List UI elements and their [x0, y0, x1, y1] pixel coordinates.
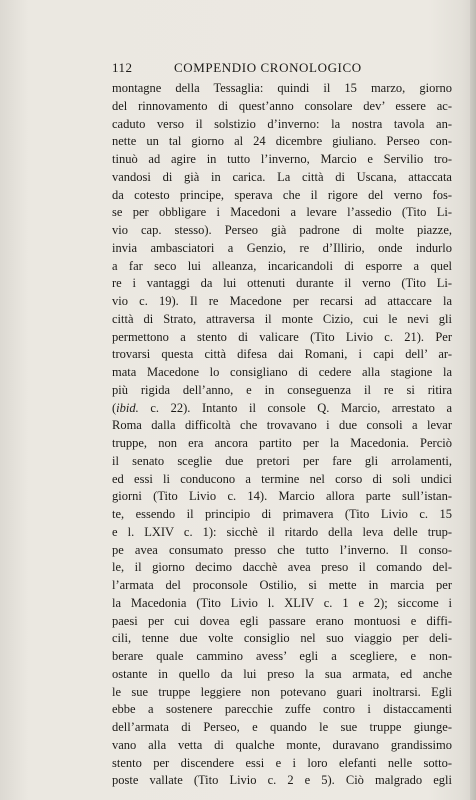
- text-line: tinuò ad agire in tutto l’inverno, Marcio e Servilio tro-: [112, 152, 452, 166]
- text-line: vio c. 19). Il re Macedone per recarsi ad attaccare la: [112, 294, 452, 308]
- text-line: te, essendo il principio di primavera (Tito Livio c. 15: [112, 507, 452, 521]
- text-line: vano alla vetta di qualche monte, duravano grandissimo: [112, 737, 452, 752]
- text-line: ostante in quello da lui preso la sua armata, ed anche: [112, 666, 452, 681]
- text-line: nette un tal giorno al 24 dicembre giuliano. Perseo con-: [112, 134, 452, 149]
- text-line: (ibid. c. 22). Intanto il console Q. Marcio, arrestato a: [112, 400, 452, 415]
- body-text: [112, 80, 452, 790]
- text-line: Roma dalla difficoltà che trovavano i due consoli a levar: [112, 418, 452, 433]
- italic-abbreviation: ibid.: [116, 400, 139, 415]
- text-line: più rigida dell’anno, e in conseguenza il re si ritira: [112, 382, 452, 397]
- text-line: ebbe a sostenere parecchie zuffe contro i distaccamenti: [112, 702, 452, 717]
- text-line: paesi per cui dovea egli passare erano montuosi e diffi-: [112, 613, 452, 628]
- text-line: giorni (Tito Livio c. 14). Marcio allora parte sull’istan-: [112, 489, 452, 504]
- text-line: del rinnovamento di quest’anno consolare dev’ essere ac-: [112, 98, 452, 113]
- text-line: e l. LXIV c. 1): sicchè il ritardo della leva delle trup-: [112, 524, 452, 539]
- text-line: stento per discendere essi e i loro elefanti nelle sotto-: [112, 755, 452, 770]
- text-line: da cotesto principe, sperava che il rigore del verno fos-: [112, 187, 452, 202]
- running-title: COMPENDIO CRONOLOGICO: [174, 60, 362, 75]
- text-line: truppe, non era ancora partito per la Macedonia. Perciò: [112, 436, 452, 450]
- text-line: le sue truppe leggiere non potevano guari inoltrarsi. Egli: [112, 684, 452, 699]
- text-line: berare quale cammino avess’ egli a scegliere, e non-: [112, 649, 452, 663]
- text-line: pe avea consumato presso che tutto l’inverno. Il conso-: [112, 542, 452, 557]
- text-line: trovarsi questa città difesa dai Romani, i capi dell’ ar-: [112, 347, 452, 362]
- text-line: montagne della Tessaglia: quindi il 15 marzo, giorno: [112, 81, 452, 95]
- text-line: a far seco lui alleanza, incaricandoli di esporre a quel: [112, 258, 452, 273]
- text-line: invia ambasciatori a Genzio, re d’Illirio, onde indurlo: [112, 240, 452, 255]
- text-line: ed essi li conducono a termine nel corso di soli undici: [112, 471, 452, 486]
- text-line: il senato sceglie due pretori per fare gli arrolamenti,: [112, 453, 452, 468]
- page-edge: [470, 0, 476, 800]
- text-line: mata Macedone lo consigliano di cedere alla stagione la: [112, 365, 452, 379]
- text-line: vio cap. stesso). Perseo già padrone di molte piazze,: [112, 223, 452, 237]
- text-line: poste vallate (Tito Livio c. 2 e 5). Ciò malgrado egli: [112, 773, 452, 788]
- text-line: caduto verso il solstizio d’inverno: la nostra tavola an-: [112, 116, 452, 131]
- text-line: re i vantaggi da lui ottenuti durante il verno (Tito Li-: [112, 276, 452, 291]
- text-line: cili, tenne due volte consiglio nel suo viaggio per deli-: [112, 631, 452, 646]
- text-line: le, il giorno decimo dacchè avea preso il comando del-: [112, 560, 452, 575]
- text-line: vandosi di già in carica. La città di Uscana, attaccata: [112, 169, 452, 184]
- text-line: se per obbligare i Macedoni a levare l’assedio (Tito Li-: [112, 205, 452, 220]
- text-line: dell’armata di Perseo, e quando le sue truppe giunge-: [112, 720, 452, 734]
- text-line: la Macedonia (Tito Livio l. XLIV c. 1 e 2); siccome i: [112, 595, 452, 610]
- page-header: [112, 60, 452, 78]
- text-line: l’armata del proconsole Ostilio, si mette in marcia per: [112, 578, 452, 592]
- text-line: permettono a stento di valicare (Tito Livio c. 21). Per: [112, 329, 452, 344]
- text-line: città di Strato, attraversa il monte Cizio, cui le nevi gli: [112, 311, 452, 326]
- page-number: 112: [112, 60, 133, 75]
